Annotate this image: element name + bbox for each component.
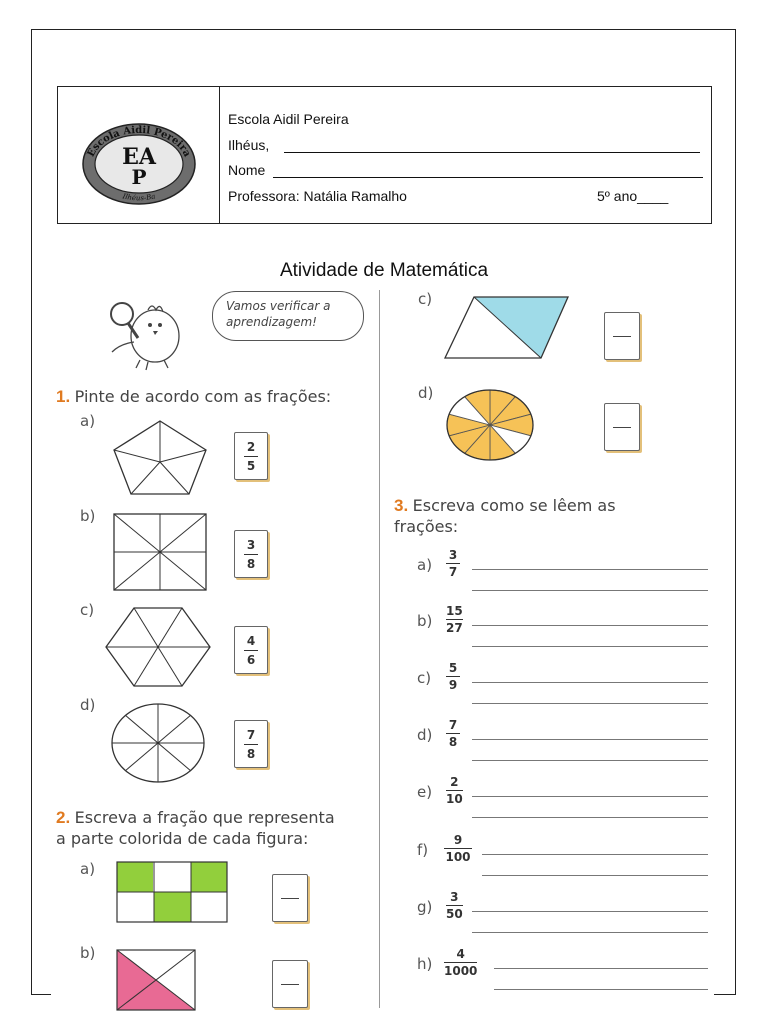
q3-answer-line[interactable] <box>472 760 708 761</box>
q3-item-fraction <box>446 890 463 921</box>
question-2-heading <box>56 808 376 850</box>
green-grid-figure <box>116 861 228 923</box>
q1-d-label: d) <box>80 696 96 714</box>
fraction-numerator: 15 <box>446 604 463 618</box>
question-1-heading <box>56 387 331 407</box>
q3-item-fraction <box>446 548 460 579</box>
q3-answer-line[interactable] <box>472 911 708 912</box>
q1-b-label: b) <box>80 507 96 525</box>
question-3-heading <box>394 496 694 538</box>
question-3-number: 3. <box>394 496 409 515</box>
school-name: Escola Aidil Pereira <box>228 111 349 127</box>
logo-letters-ea: EA <box>122 144 156 170</box>
yellow-circle-figure <box>445 388 535 462</box>
school-logo <box>80 122 198 206</box>
q2-c-answer-box[interactable] <box>604 312 640 360</box>
q1-d-fraction-card: 7 8 <box>234 720 268 768</box>
q2-b-answer-box[interactable] <box>272 960 308 1008</box>
q3-answer-line[interactable] <box>482 875 708 876</box>
q3-answer-line[interactable] <box>472 646 708 647</box>
teacher-name: Professora: Natália Ramalho <box>228 188 407 204</box>
q3-item-fraction <box>446 718 460 749</box>
city-label: Ilhéus, <box>228 137 270 153</box>
question-2-number: 2. <box>56 808 71 827</box>
blue-parallelogram-figure <box>443 295 571 361</box>
fraction-denominator: 7 <box>448 565 458 579</box>
name-label: Nome <box>228 162 266 178</box>
q3-item-label: h) <box>417 955 433 973</box>
fraction-numerator: 3 <box>448 548 458 562</box>
page-title: Atividade de Matemática <box>279 260 489 281</box>
q3-item-label: c) <box>417 669 432 687</box>
page-frame-bottom-left <box>31 994 51 995</box>
q3-item-label: a) <box>417 556 433 574</box>
question-2-text-line1: Escreva a fração que representa <box>74 808 335 827</box>
chick-mascot-icon <box>100 290 195 372</box>
q3-answer-line[interactable] <box>494 989 708 990</box>
q3-answer-line[interactable] <box>472 590 708 591</box>
column-divider <box>379 290 380 1008</box>
fraction-numerator: 3 <box>450 890 459 904</box>
fraction-denominator: 10 <box>446 792 463 806</box>
pentagon-figure[interactable] <box>110 418 210 498</box>
q1-a-fraction-card: 2 5 <box>234 432 268 480</box>
q3-answer-line[interactable] <box>472 817 708 818</box>
hexagon-figure[interactable] <box>104 606 212 688</box>
q2-a-answer-box[interactable] <box>272 874 308 922</box>
fraction-denominator: 8 <box>448 735 458 749</box>
question-2-text-line2: a parte colorida de cada figura: <box>56 829 309 848</box>
q3-answer-line[interactable] <box>472 625 708 626</box>
q3-item-label: b) <box>417 612 433 630</box>
fraction-numerator: 7 <box>448 718 458 732</box>
q3-item-label: e) <box>417 783 433 801</box>
q1-a-label: a) <box>80 412 96 430</box>
q2-b-label: b) <box>80 944 96 962</box>
q3-answer-line[interactable] <box>482 854 708 855</box>
q3-item-label: d) <box>417 726 433 744</box>
q2-d-answer-box[interactable] <box>604 403 640 451</box>
q3-answer-line[interactable] <box>472 682 708 683</box>
circle-figure[interactable] <box>110 702 206 784</box>
q3-answer-line[interactable] <box>472 703 708 704</box>
fraction-numerator: 4 <box>456 947 465 961</box>
question-3-text-line1: Escreva como se lêem as <box>412 496 616 515</box>
grade-label: 5º ano____ <box>597 188 669 204</box>
q3-answer-line[interactable] <box>472 739 708 740</box>
question-3-text-line2: frações: <box>394 517 459 536</box>
square-figure[interactable] <box>112 512 208 592</box>
q1-b-fraction-card: 3 8 <box>234 530 268 578</box>
logo-ring-text: Escola Aidil Pereira <box>85 124 193 159</box>
fraction-numerator: 9 <box>453 833 463 847</box>
speech-bubble-text: Vamos verificar a aprendizagem! <box>226 299 331 329</box>
q3-item-fraction <box>446 775 463 806</box>
q3-item-label: g) <box>417 898 433 916</box>
q3-item-label: f) <box>417 841 429 859</box>
q3-answer-line[interactable] <box>472 796 708 797</box>
q3-item-fraction <box>446 604 463 635</box>
logo-bottom-text: Ilhéus-Ba <box>121 192 157 203</box>
q3-answer-line[interactable] <box>494 968 708 969</box>
header-divider <box>219 86 220 224</box>
city-date-field[interactable] <box>284 152 700 153</box>
q3-item-fraction <box>444 947 477 978</box>
fraction-denominator: 50 <box>446 907 463 921</box>
fraction-denominator: 1000 <box>444 964 478 978</box>
q3-answer-line[interactable] <box>472 932 708 933</box>
question-1-number: 1. <box>56 387 71 406</box>
q3-item-fraction <box>446 661 460 692</box>
fraction-denominator: 100 <box>445 850 471 864</box>
fraction-denominator: 9 <box>448 678 458 692</box>
q1-c-fraction-card: 4 6 <box>234 626 268 674</box>
q3-item-fraction <box>444 833 472 864</box>
q1-c-label: c) <box>80 601 95 619</box>
fraction-numerator: 2 <box>450 775 459 789</box>
student-name-field[interactable] <box>273 177 703 178</box>
q2-a-label: a) <box>80 860 96 878</box>
fraction-denominator: 27 <box>446 621 463 635</box>
q3-answer-line[interactable] <box>472 569 708 570</box>
q2-c-label: c) <box>418 290 433 308</box>
fraction-numerator: 5 <box>448 661 458 675</box>
logo-letter-p: P <box>131 165 147 189</box>
page-frame-bottom-right <box>714 994 736 995</box>
q2-d-label: d) <box>418 384 434 402</box>
question-1-text: Pinte de acordo com as frações: <box>74 387 332 406</box>
pink-triangle-figure <box>116 949 196 1011</box>
